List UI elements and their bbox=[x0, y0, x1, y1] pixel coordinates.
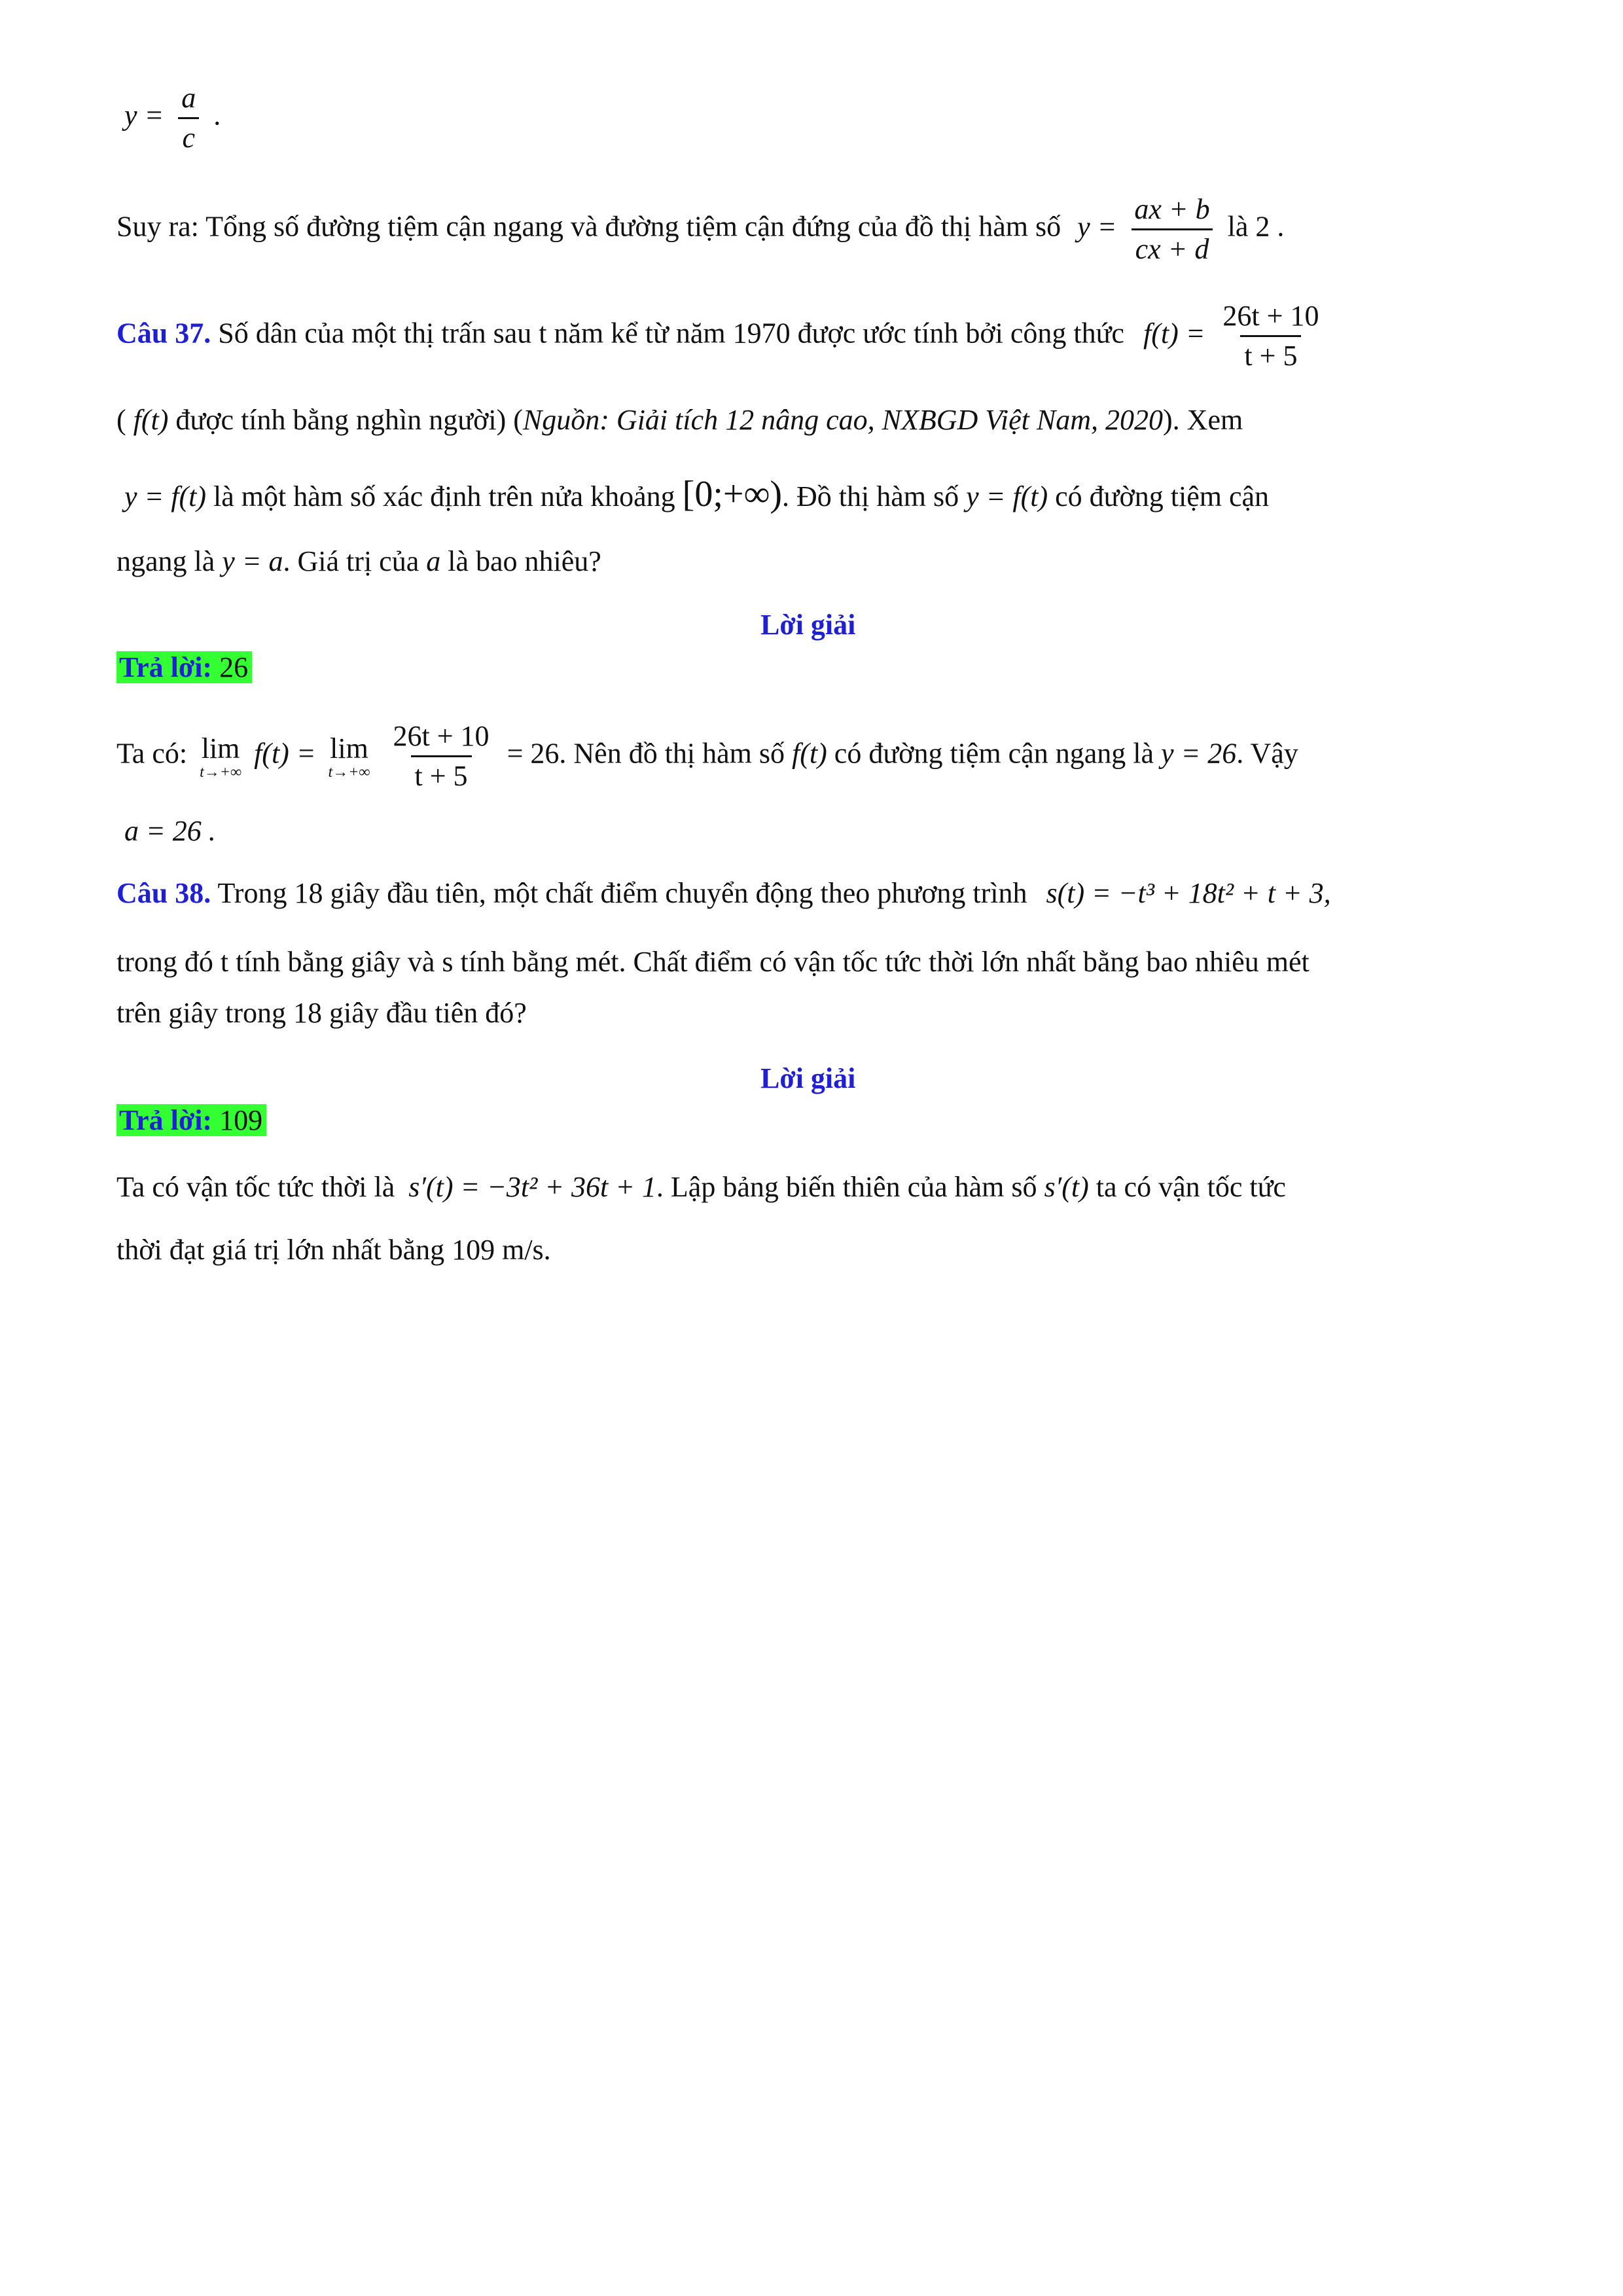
question-label: Câu 37. bbox=[116, 317, 211, 350]
fraction-numerator: a bbox=[181, 82, 196, 114]
q37-solution-heading: Lời giải bbox=[760, 609, 856, 641]
text: . Nên đồ thị hàm số bbox=[559, 737, 785, 770]
text: được tính bằng nghìn người) ( bbox=[175, 404, 523, 436]
answer-highlight bbox=[116, 651, 252, 683]
answer-label: Trả lời: bbox=[119, 651, 213, 683]
text: có đường tiệm cận ngang là bbox=[834, 737, 1154, 770]
q37-answer bbox=[116, 648, 252, 687]
fraction bbox=[177, 82, 200, 154]
math: = 26 bbox=[507, 737, 560, 770]
math: f(t) = bbox=[254, 737, 316, 770]
text: . Đồ thị hàm số bbox=[782, 480, 959, 512]
q38-answer bbox=[116, 1101, 266, 1140]
math: y = f(t) bbox=[124, 480, 206, 512]
answer-label: Trả lời: bbox=[119, 1104, 213, 1136]
text: Ta có vận tốc tức thời là bbox=[116, 1171, 395, 1203]
fraction-denominator: c bbox=[178, 117, 199, 154]
q38-line1 bbox=[116, 874, 1331, 913]
question-label: Câu 38. bbox=[116, 877, 211, 909]
limit bbox=[200, 733, 241, 780]
math: y = f(t) bbox=[966, 480, 1048, 512]
top-equation bbox=[124, 82, 221, 154]
limit-fraction bbox=[389, 720, 493, 793]
math: s′(t) = −3t² + 36t + 1 bbox=[408, 1171, 656, 1203]
text: Ta có: bbox=[116, 737, 188, 770]
q37-line2 bbox=[116, 401, 1243, 440]
answer-highlight bbox=[116, 1104, 266, 1136]
q37-solution-line2: a = 26 . bbox=[124, 815, 216, 847]
lim-word: lim bbox=[330, 732, 368, 764]
ft-symbol: f(t) bbox=[133, 404, 169, 436]
q37-solution-line1 bbox=[116, 720, 1298, 793]
q37-line1 bbox=[116, 300, 1329, 372]
formula-lhs: f(t) = bbox=[1143, 317, 1205, 350]
conclusion-eq-lhs: y = bbox=[1077, 210, 1117, 243]
interval: [0;+∞) bbox=[682, 474, 783, 514]
q38-solution-heading: Lời giải bbox=[760, 1062, 856, 1094]
lim-subscript: t→+∞ bbox=[328, 763, 370, 781]
fraction-numerator: 26t + 10 bbox=[1222, 300, 1319, 332]
fraction-denominator: cx + d bbox=[1132, 228, 1213, 266]
text: . Lập bảng biến thiên của hàm số bbox=[656, 1171, 1037, 1203]
q38-line2: trong đó t tính bằng giây và s tính bằng mét. Chất điểm có vận tốc tức thời lớn nhất bằng bao nhiêu mét bbox=[116, 946, 1310, 978]
text: . Giá trị của bbox=[283, 545, 419, 577]
text: là một hàm số xác định trên nửa khoảng bbox=[213, 480, 675, 512]
q38-solution-line1 bbox=[116, 1168, 1286, 1207]
q38-line3: trên giây trong 18 giây đầu tiên đó? bbox=[116, 997, 527, 1029]
eq-tail: . bbox=[213, 99, 221, 132]
answer-value: 26 bbox=[219, 651, 249, 683]
text: ). Xem bbox=[1163, 404, 1243, 436]
question-text: Số dân của một thị trấn sau t năm kể từ năm 1970 được ước tính bởi công thức bbox=[218, 317, 1124, 350]
text: có đường tiệm cận bbox=[1055, 480, 1270, 512]
math: f(t) bbox=[792, 737, 827, 770]
math: y = a bbox=[222, 545, 283, 577]
question-text: Trong 18 giây đầu tiên, một chất điểm chuyển động theo phương trình bbox=[217, 877, 1027, 909]
fraction-denominator: t + 5 bbox=[1240, 335, 1301, 372]
math: y = 26 bbox=[1161, 737, 1237, 770]
q37-line4 bbox=[116, 542, 601, 581]
text: là bao nhiêu? bbox=[448, 545, 601, 577]
fraction-denominator: t + 5 bbox=[411, 755, 472, 793]
source-citation: Nguồn: Giải tích 12 nâng cao, NXBGD Việt Nam, 2020 bbox=[522, 404, 1164, 436]
conclusion-line bbox=[116, 193, 1284, 266]
limit bbox=[329, 733, 370, 780]
text: ngang là bbox=[116, 545, 215, 577]
conclusion-text: Suy ra: Tổng số đường tiệm cận ngang và đường tiệm cận đứng của đồ thị hàm số bbox=[116, 210, 1061, 243]
fraction-numerator: ax + b bbox=[1134, 193, 1210, 225]
math: a bbox=[426, 545, 441, 577]
formula: s(t) = −t³ + 18t² + t + 3, bbox=[1046, 877, 1331, 909]
conclusion-fraction bbox=[1130, 193, 1213, 266]
lim-word: lim bbox=[201, 732, 240, 764]
fraction-numerator: 26t + 10 bbox=[393, 720, 490, 752]
math: s′(t) bbox=[1044, 1171, 1089, 1203]
paren-open: ( bbox=[116, 404, 126, 436]
conclusion-tail: là 2 . bbox=[1227, 210, 1285, 243]
q37-line3 bbox=[124, 475, 1269, 516]
formula-fraction bbox=[1219, 300, 1323, 372]
answer-value: 109 bbox=[219, 1104, 263, 1136]
text: . Vậy bbox=[1236, 737, 1298, 770]
eq-lhs: y = bbox=[124, 99, 164, 132]
text: ta có vận tốc tức bbox=[1096, 1171, 1286, 1203]
q38-solution-line2: thời đạt giá trị lớn nhất bằng 109 m/s. bbox=[116, 1234, 551, 1266]
lim-subscript: t→+∞ bbox=[200, 763, 242, 781]
